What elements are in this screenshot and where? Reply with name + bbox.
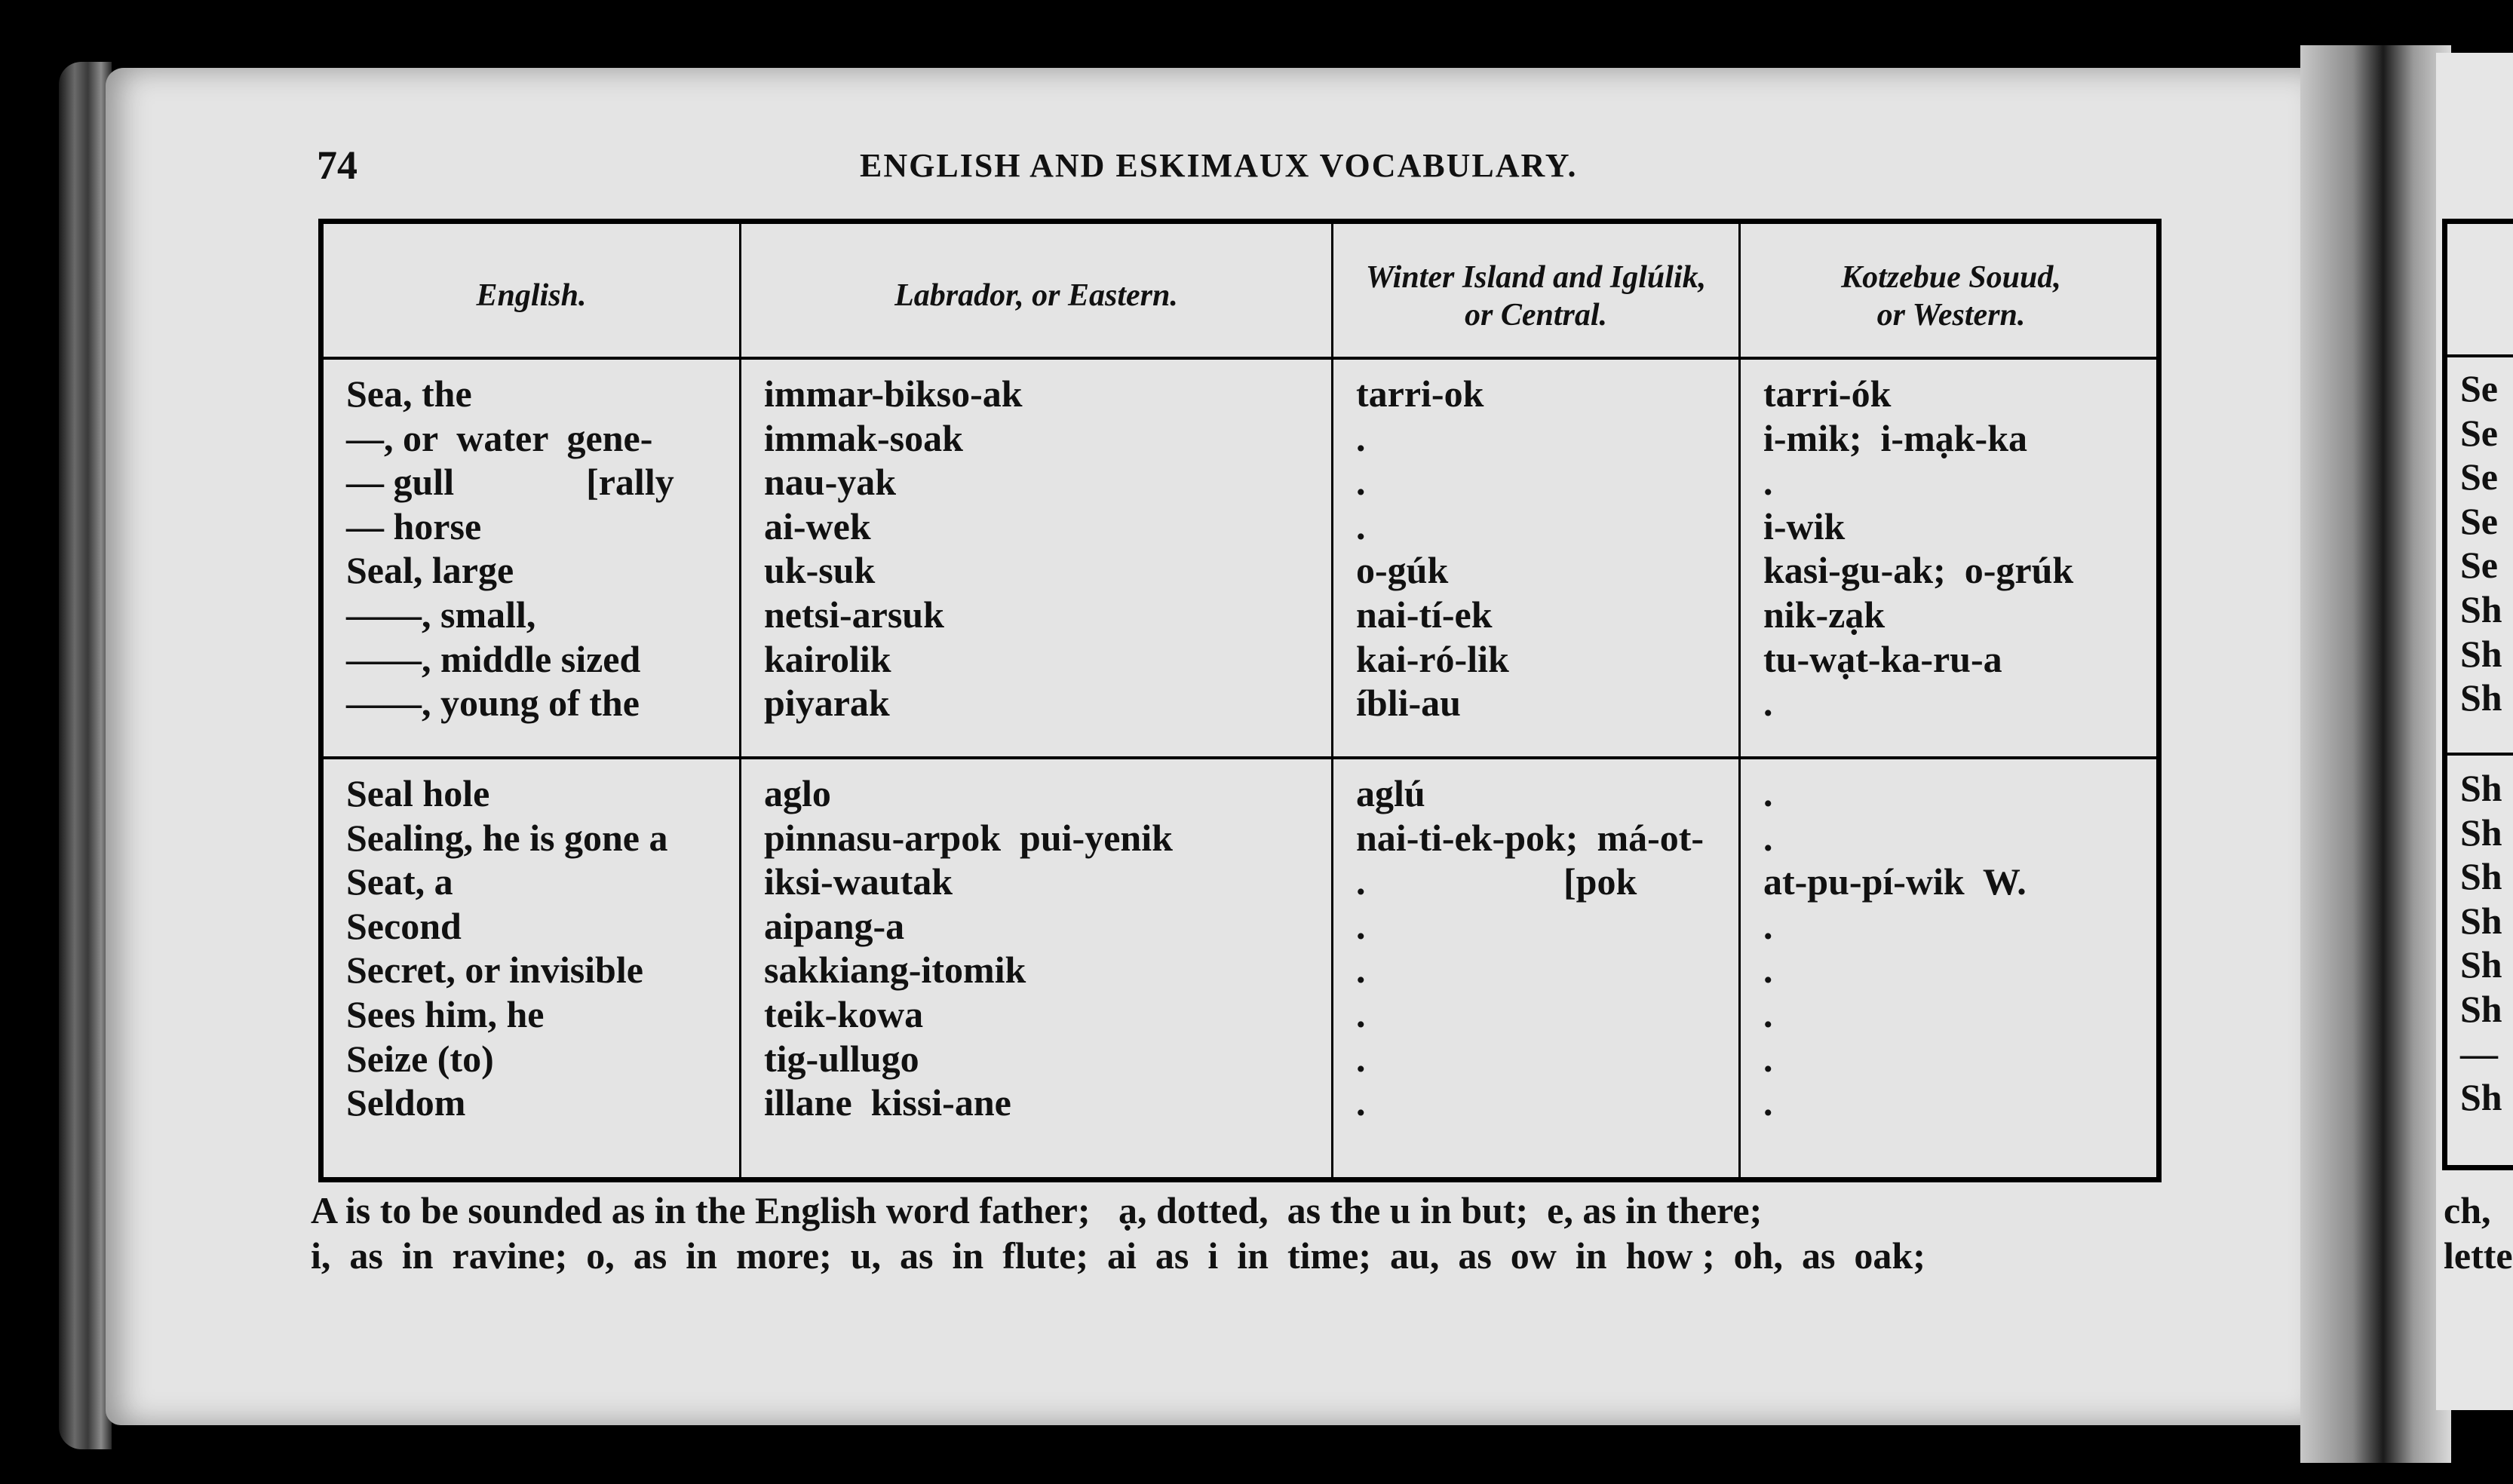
- column-divider: [739, 224, 741, 1177]
- cell-english: ——, young of the: [346, 682, 640, 725]
- column-divider: [1331, 224, 1333, 1177]
- cell-labrador: kairolik: [764, 637, 891, 680]
- cell-central: kai-ró-lik: [1356, 637, 1509, 680]
- facing-row-entry: Se: [2460, 411, 2498, 454]
- facing-row-entry: Sh: [2460, 588, 2502, 630]
- cell-labrador: netsi-arsuk: [764, 593, 944, 636]
- column-divider: [1738, 224, 1741, 1177]
- header-western: Kotzebue Souud, or Western.: [1841, 260, 2061, 333]
- facing-footnote-1: ch,: [2444, 1189, 2491, 1231]
- facing-row-entry: Sh: [2460, 899, 2502, 942]
- header-english: English.: [476, 278, 587, 313]
- cell-central: .: [1356, 1081, 1366, 1124]
- cell-labrador: tig-ullugo: [764, 1037, 919, 1080]
- facing-row-entry: Sh: [2460, 811, 2502, 854]
- cell-labrador: uk-suk: [764, 549, 876, 592]
- cell-labrador: immak-soak: [764, 416, 963, 459]
- cell-english: Sees him, he: [346, 993, 545, 1035]
- cell-labrador: illane kissi-ane: [764, 1081, 1011, 1124]
- cell-labrador: aglo: [764, 772, 831, 814]
- facing-row-entry: Se: [2460, 367, 2498, 409]
- cell-central: .: [1356, 949, 1366, 992]
- page-header: [302, 142, 2149, 195]
- book-gutter: [2300, 45, 2451, 1463]
- vocabulary-table: [318, 219, 2162, 1182]
- cell-western: .: [1763, 682, 1773, 725]
- cell-central: .: [1356, 416, 1366, 459]
- cell-central: .: [1356, 1037, 1366, 1080]
- cell-english: — horse: [346, 504, 482, 547]
- cell-western: i-wik: [1763, 504, 1846, 547]
- cell-western: .: [1763, 772, 1773, 814]
- cell-labrador: immar-bikso-ak: [764, 373, 1023, 415]
- header-central: Winter Island and Iglúlik, or Central.: [1365, 260, 1707, 333]
- cell-labrador: aipang-a: [764, 904, 905, 947]
- cell-english: Seldom: [346, 1081, 466, 1124]
- cell-western: .: [1763, 993, 1773, 1035]
- cell-western: nik-zạk: [1763, 593, 1886, 636]
- header-labrador: Labrador, or Eastern.: [894, 278, 1178, 313]
- facing-row-entry: Se: [2460, 499, 2498, 542]
- footnote-line-1: A is to be sounded as in the English word father; ạ, dotted, as the u in but; e, as in there;: [311, 1189, 1763, 1231]
- cell-english: Sea, the: [346, 373, 472, 415]
- cell-labrador: ai-wek: [764, 504, 871, 547]
- cell-western: .: [1763, 904, 1773, 947]
- facing-header-rule: [2442, 354, 2513, 357]
- cell-central: .: [1356, 461, 1366, 504]
- cell-english: Seize (to): [346, 1037, 494, 1080]
- footnote-line-2: i, as in ravine; o, as in more; u, as in flute; ai as i in time; au, as ow in how ; oh, as oak;: [311, 1234, 1925, 1277]
- cell-central: .: [1356, 904, 1366, 947]
- cell-english: ——, middle sized: [346, 637, 641, 680]
- cell-labrador: teik-kowa: [764, 993, 924, 1035]
- facing-footnote-2: lette: [2444, 1234, 2513, 1277]
- facing-row-entry: Se: [2460, 544, 2498, 587]
- cell-western: .: [1763, 949, 1773, 992]
- facing-row-entry: Sh: [2460, 855, 2502, 898]
- cell-western: .: [1763, 816, 1773, 859]
- cell-english: —, or water gene-: [346, 416, 653, 459]
- cell-english: ——, small,: [346, 593, 536, 636]
- page-number: 74: [317, 143, 357, 188]
- cell-central: íbli-au: [1356, 682, 1461, 725]
- cell-labrador: pinnasu-arpok pui-yenik: [764, 816, 1173, 859]
- cell-english: Second: [346, 904, 462, 947]
- facing-row-entry: Sh: [2460, 943, 2502, 986]
- cell-western: tarri-ók: [1763, 373, 1892, 415]
- cell-western: .: [1763, 1081, 1773, 1124]
- cell-central: nai-tí-ek: [1356, 593, 1493, 636]
- cell-central: o-gúk: [1356, 549, 1449, 592]
- cell-western: .: [1763, 1037, 1773, 1080]
- cell-western: tu-wạt-ka-ru-a: [1763, 637, 2002, 680]
- facing-row-entry: —: [2460, 1032, 2498, 1075]
- cell-central: .: [1356, 504, 1366, 547]
- cell-central: nai-ti-ek-pok; má-ot-: [1356, 816, 1704, 859]
- cell-western: kasi-gu-ak; o-grúk: [1763, 549, 2074, 592]
- facing-row-entry: Sh: [2460, 767, 2502, 809]
- cell-labrador: piyarak: [764, 682, 890, 725]
- facing-row-entry: Sh: [2460, 988, 2502, 1030]
- cell-labrador: sakkiang-itomik: [764, 949, 1026, 992]
- facing-row-entry: Sh: [2460, 632, 2502, 675]
- book-edge: [59, 62, 112, 1449]
- cell-western: i-mik; i-mạk-ka: [1763, 416, 2027, 459]
- header-rule: [324, 357, 2156, 360]
- facing-row-entry: Se: [2460, 455, 2498, 498]
- cell-central: tarri-ok: [1356, 373, 1484, 415]
- cell-western: at-pu-pí-wik W.: [1763, 860, 2027, 903]
- cell-english: Seal hole: [346, 772, 490, 814]
- cell-labrador: iksi-wautak: [764, 860, 953, 903]
- facing-group-rule: [2442, 753, 2513, 756]
- cell-english: — gull [rally: [346, 461, 674, 504]
- cell-western: .: [1763, 461, 1773, 504]
- group-rule: [324, 756, 2156, 759]
- cell-central: aglú: [1356, 772, 1425, 814]
- cell-english: Secret, or invisible: [346, 949, 643, 992]
- cell-english: Sealing, he is gone a: [346, 816, 668, 859]
- facing-row-entry: Sh: [2460, 676, 2502, 719]
- cell-english: Seal, large: [346, 549, 514, 592]
- cell-english: Seat, a: [346, 860, 453, 903]
- cell-labrador: nau-yak: [764, 461, 897, 504]
- cell-central: . [pok: [1356, 860, 1637, 903]
- cell-central: .: [1356, 993, 1366, 1035]
- running-title: ENGLISH AND ESKIMAUX VOCABULARY.: [860, 147, 1578, 184]
- facing-row-entry: Sh: [2460, 1076, 2502, 1119]
